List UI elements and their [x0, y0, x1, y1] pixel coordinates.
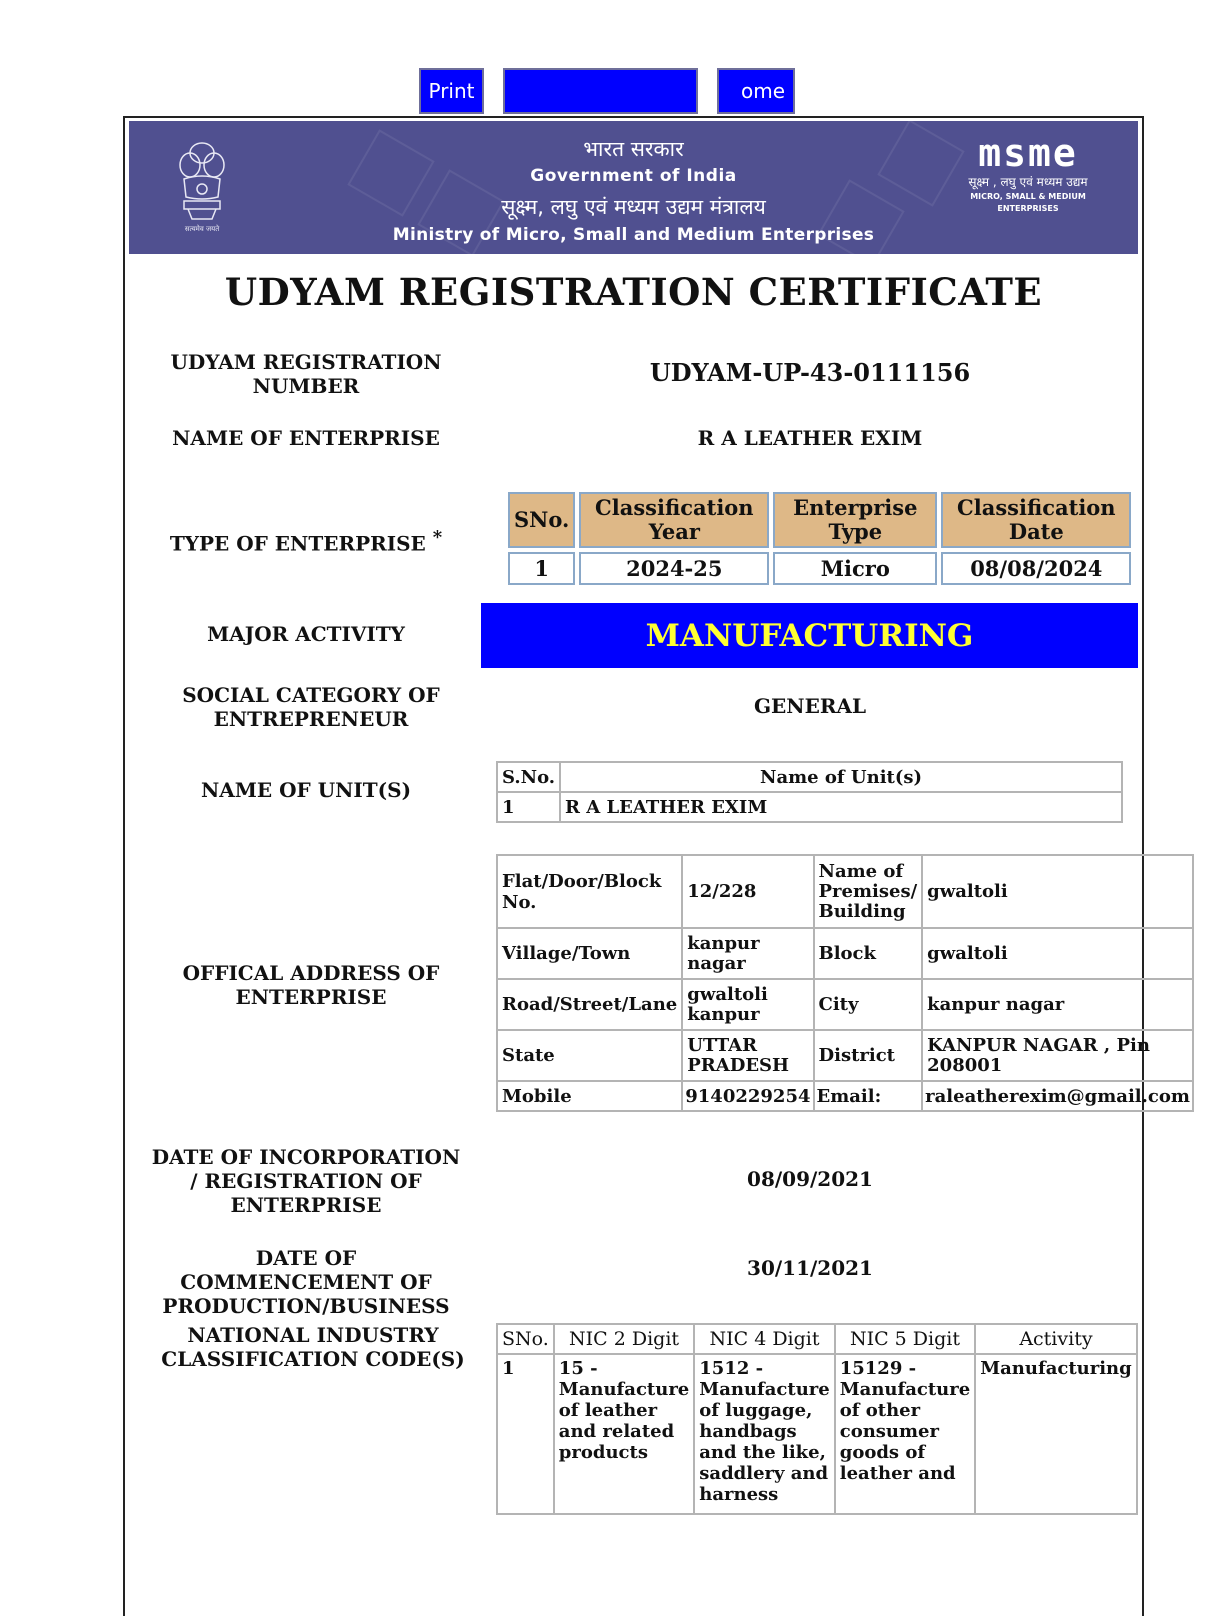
address-field-label: Mobile	[497, 1081, 682, 1111]
nic-header: NIC 4 Digit	[694, 1324, 834, 1354]
home-button[interactable]: ome	[717, 68, 795, 114]
address-field-label: State	[497, 1030, 682, 1081]
address-field-value: kanpur nagar	[682, 928, 813, 979]
classification-header: Classification Date	[941, 492, 1131, 548]
major-activity-label: MAJOR ACTIVITY	[207, 622, 405, 646]
units-table	[496, 761, 1123, 823]
reg-number-label: UDYAM REGISTRATION NUMBER	[170, 350, 442, 398]
nic-cell: 1	[497, 1354, 554, 1514]
print-button[interactable]: Print	[419, 68, 484, 114]
nic-cell: 1512 - Manufacture of luggage, handbags and the like, saddlery and harness	[694, 1354, 834, 1514]
banner-gov: Government of India	[530, 166, 737, 186]
address-field-label: Block	[814, 928, 923, 979]
enterprise-type-label: TYPE OF ENTERPRISE *	[169, 527, 443, 556]
nic-header: NIC 5 Digit	[835, 1324, 975, 1354]
address-field-label: Email:	[814, 1081, 923, 1111]
address-field-value: KANPUR NAGAR , Pin 208001	[922, 1030, 1193, 1081]
address-field-label: City	[814, 979, 923, 1030]
msme-logo-hindi: सूक्ष्म , लघु एवं मध्यम उद्यम	[968, 175, 1088, 189]
classification-table	[504, 488, 1135, 589]
address-field-value: UTTAR PRADESH	[682, 1030, 813, 1081]
classification-header: Classification Year	[579, 492, 769, 548]
address-field-value: gwaltoli	[922, 855, 1193, 928]
nic-header: NIC 2 Digit	[554, 1324, 694, 1354]
header-banner	[129, 121, 1138, 254]
banner-hindi-gov: भारत सरकार	[583, 137, 684, 161]
classification-cell: 08/08/2024	[941, 552, 1131, 585]
msme-logo-sub: MICRO, SMALL & MEDIUM ENTERPRISES	[970, 192, 1086, 213]
reg-number-value: UDYAM-UP-43-0111156	[649, 358, 971, 387]
address-field-value: gwaltoli kanpur	[682, 979, 813, 1030]
msme-logo	[948, 133, 1108, 213]
mobile-value: 9140229254	[682, 1081, 813, 1111]
nic-cell: 15129 - Manufacture of other consumer goods of leather and	[835, 1354, 975, 1514]
classification-header: Enterprise Type	[773, 492, 937, 548]
certificate-title: UDYAM REGISTRATION CERTIFICATE	[224, 270, 1043, 314]
address-field-label: Village/Town	[497, 928, 682, 979]
address-label: OFFICAL ADDRESS OF ENTERPRISE	[182, 961, 440, 1009]
social-category-value: GENERAL	[753, 694, 867, 718]
banner-ministry: Ministry of Micro, Small and Medium Enterprises	[392, 225, 875, 245]
address-field-value: 12/228	[682, 855, 813, 928]
nic-cell: Manufacturing	[975, 1354, 1137, 1514]
address-field-label: Name of Premises/ Building	[814, 855, 923, 928]
classification-cell: 2024-25	[579, 552, 769, 585]
incorporation-date-value: 08/09/2021	[747, 1167, 873, 1191]
incorporation-date-label: DATE OF INCORPORATION / REGISTRATION OF ENTERPRISE	[151, 1145, 461, 1217]
commencement-date-value: 30/11/2021	[747, 1256, 873, 1280]
address-field-value: kanpur nagar	[922, 979, 1193, 1030]
nic-cell: 15 - Manufacture of leather and related products	[554, 1354, 694, 1514]
classification-cell: 1	[508, 552, 575, 585]
nic-header: Activity	[975, 1324, 1137, 1354]
major-activity-value: MANUFACTURING	[481, 603, 1138, 668]
classification-cell: Micro	[773, 552, 937, 585]
units-label: NAME OF UNIT(S)	[200, 778, 412, 802]
units-cell: R A LEATHER EXIM	[560, 792, 1122, 822]
address-field-label: District	[814, 1030, 923, 1081]
required-star: *	[432, 527, 443, 548]
enterprise-name-value: R A LEATHER EXIM	[697, 426, 923, 450]
units-header: S.No.	[497, 762, 560, 792]
nic-table	[496, 1323, 1138, 1515]
nic-header: SNo.	[497, 1324, 554, 1354]
blank-button[interactable]	[503, 68, 698, 114]
address-table	[496, 854, 1194, 1112]
classification-header: SNo.	[508, 492, 575, 548]
nic-label: NATIONAL INDUSTRY CLASSIFICATION CODE(S)	[161, 1323, 465, 1371]
address-field-label: Flat/Door/Block No.	[497, 855, 682, 928]
units-cell: 1	[497, 792, 560, 822]
msme-logo-text: msme	[978, 131, 1078, 175]
top-toolbar	[0, 68, 1224, 116]
units-header: Name of Unit(s)	[560, 762, 1122, 792]
email-value[interactable]: raleatherexim@gmail.com	[922, 1081, 1193, 1111]
emblem-caption: सत्यमेव जयते	[184, 225, 220, 233]
commencement-date-label: DATE OF COMMENCEMENT OF PRODUCTION/BUSINESS	[162, 1246, 450, 1318]
social-category-label: SOCIAL CATEGORY OF ENTREPRENEUR	[182, 683, 440, 731]
address-field-label: Road/Street/Lane	[497, 979, 682, 1030]
enterprise-name-label: NAME OF ENTERPRISE	[172, 426, 440, 450]
address-field-value: gwaltoli	[922, 928, 1193, 979]
banner-hindi-ministry: सूक्ष्म, लघु एवं मध्यम उद्यम मंत्रालय	[501, 195, 766, 219]
